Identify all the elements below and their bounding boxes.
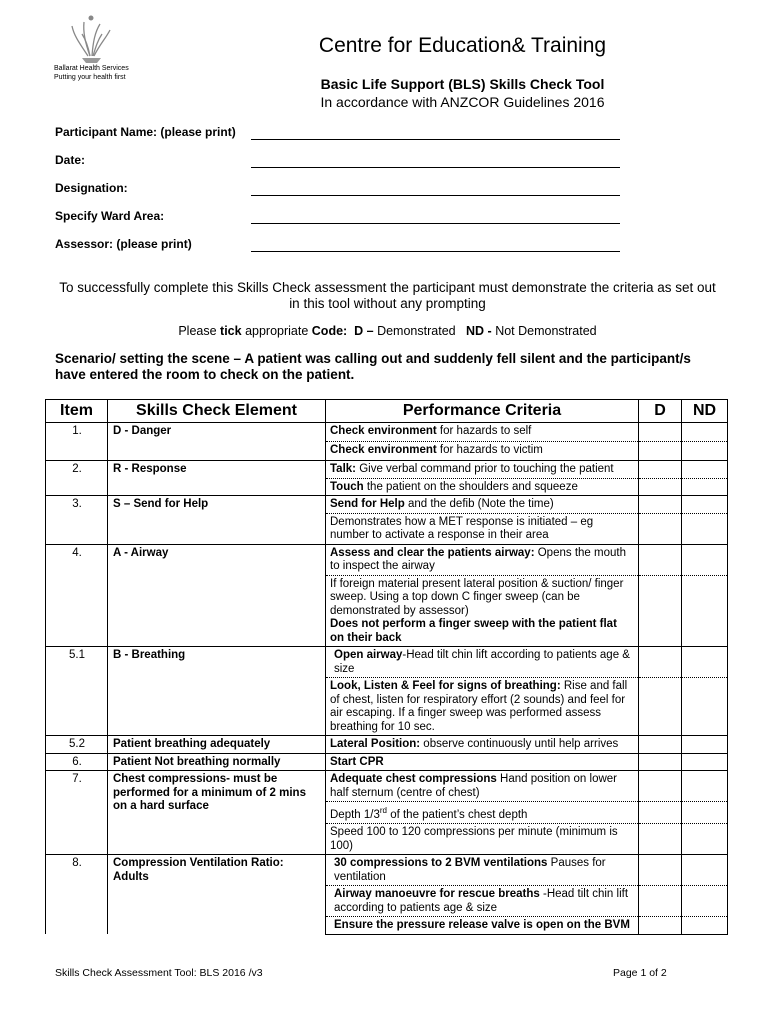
table-row [46, 461, 728, 479]
table-row [46, 736, 728, 754]
skills-element: R - Response [108, 461, 326, 496]
item-number: 5.2 [46, 736, 108, 754]
criteria-cell: Check environment for hazards to victim [326, 442, 639, 461]
participant-name-line[interactable] [251, 139, 620, 140]
ward-area-label: Specify Ward Area: [55, 209, 165, 223]
d-checkbox[interactable] [639, 886, 682, 917]
designation-field[interactable] [55, 181, 620, 199]
nd-checkbox[interactable] [682, 917, 728, 935]
org-tagline: Putting your health first [54, 74, 126, 81]
date-line[interactable] [251, 167, 620, 168]
d-checkbox[interactable] [639, 753, 682, 771]
criteria-cell: If foreign material present lateral position & suction/ finger sweep. Using a top down C finger sweep (can be demonstrated by assessor) Does not perform a finger sweep with the patient flat on their back [326, 575, 639, 647]
d-checkbox[interactable] [639, 678, 682, 736]
skills-element: Compression Ventilation Ratio: Adults [108, 855, 326, 935]
item-number: 6. [46, 753, 108, 771]
participant-name-field[interactable] [55, 125, 620, 143]
d-checkbox[interactable] [639, 736, 682, 754]
skills-element: A - Airway [108, 544, 326, 647]
footer-page-number: Page 1 of 2 [613, 967, 667, 979]
skills-element: Patient Not breathing normally [108, 753, 326, 771]
criteria-cell: Ensure the pressure release valve is open on the BVM [326, 917, 639, 935]
item-number: 3. [46, 496, 108, 545]
header-item: Item [46, 400, 108, 423]
skills-element: B - Breathing [108, 647, 326, 736]
d-checkbox[interactable] [639, 771, 682, 802]
nd-checkbox[interactable] [682, 478, 728, 496]
skills-element: D - Danger [108, 423, 326, 461]
criteria-cell: Start CPR [326, 753, 639, 771]
table-header-row [46, 400, 728, 423]
table-row [46, 647, 728, 678]
criteria-cell: Look, Listen & Feel for signs of breathing: Rise and fall of chest, listen for respiratory effort (2 sounds) and feel for air escaping. If a finger sweep was performed assess breathing for 10 sec. [326, 678, 639, 736]
nd-checkbox[interactable] [682, 886, 728, 917]
header-criteria: Performance Criteria [326, 400, 639, 423]
nd-checkbox[interactable] [682, 423, 728, 442]
criteria-cell: Talk: Give verbal command prior to touching the patient [326, 461, 639, 479]
nd-checkbox[interactable] [682, 647, 728, 678]
intro-paragraph: To successfully complete this Skills Check assessment the participant must demonstrate the criteria as set out in this tool without any prompting [59, 280, 716, 311]
nd-checkbox[interactable] [682, 496, 728, 514]
nd-checkbox[interactable] [682, 771, 728, 802]
criteria-cell: Depth 1/3rd of the patient’s chest depth [326, 802, 639, 824]
header-d: D [639, 400, 682, 423]
header-element: Skills Check Element [108, 400, 326, 423]
criteria-cell: Demonstrates how a MET response is initiated – eg number to activate a response in their area [326, 513, 639, 544]
d-checkbox[interactable] [639, 496, 682, 514]
designation-line[interactable] [251, 195, 620, 196]
criteria-cell: Touch the patient on the shoulders and squeeze [326, 478, 639, 496]
footer-document-id: Skills Check Assessment Tool: BLS 2016 /v3 [55, 967, 263, 979]
criteria-cell: Adequate chest compressions Hand position on lower half sternum (centre of chest) [326, 771, 639, 802]
table-row [46, 544, 728, 575]
item-number: 5.1 [46, 647, 108, 736]
skills-check-table [45, 399, 728, 935]
d-checkbox[interactable] [639, 917, 682, 935]
tool-title: Basic Life Support (BLS) Skills Check Tool [320, 76, 605, 92]
ward-area-field[interactable] [55, 209, 620, 227]
nd-checkbox[interactable] [682, 461, 728, 479]
header-nd: ND [682, 400, 728, 423]
d-checkbox[interactable] [639, 442, 682, 461]
nd-checkbox[interactable] [682, 753, 728, 771]
table-row [46, 423, 728, 442]
criteria-cell: Open airway-Head tilt chin lift according to patients age & size [326, 647, 639, 678]
skills-element: Chest compressions- must be performed for a minimum of 2 mins on a hard surface [108, 771, 326, 855]
criteria-cell: Check environment for hazards to self [326, 423, 639, 442]
table-row [46, 496, 728, 514]
scenario-text: Scenario/ setting the scene – A patient was calling out and suddenly fell silent and the participant/s have entered the room to check on the patient. [55, 351, 691, 382]
criteria-cell: Lateral Position: observe continuously until help arrives [326, 736, 639, 754]
table-row [46, 771, 728, 802]
page-title: Centre for Education& Training [318, 34, 607, 57]
participant-name-label: Participant Name: (please print) [55, 125, 236, 139]
ward-area-line[interactable] [251, 223, 620, 224]
guideline-subtitle: In accordance with ANZCOR Guidelines 2016 [320, 94, 605, 110]
date-field[interactable] [55, 153, 620, 171]
code-legend: Please tick appropriate Code: D – Demonstrated ND - Not Demonstrated [178, 324, 597, 338]
criteria-cell: Speed 100 to 120 compressions per minute (minimum is 100) [326, 824, 639, 855]
skills-element: S – Send for Help [108, 496, 326, 545]
item-number: 4. [46, 544, 108, 647]
date-label: Date: [55, 153, 86, 167]
criteria-cell: Assess and clear the patients airway: Opens the mouth to inspect the airway [326, 544, 639, 575]
criteria-cell: Airway manoeuvre for rescue breaths -Head tilt chin lift according to patients age & size [326, 886, 639, 917]
item-number: 7. [46, 771, 108, 855]
d-checkbox[interactable] [639, 802, 682, 824]
nd-checkbox[interactable] [682, 678, 728, 736]
assessor-field[interactable] [55, 237, 620, 255]
item-number: 1. [46, 423, 108, 461]
nd-checkbox[interactable] [682, 442, 728, 461]
criteria-cell: 30 compressions to 2 BVM ventilations Pauses for ventilation [326, 855, 639, 886]
nd-checkbox[interactable] [682, 824, 728, 855]
criteria-cell: Send for Help and the defib (Note the time) [326, 496, 639, 514]
assessor-line[interactable] [251, 251, 620, 252]
nd-checkbox[interactable] [682, 544, 728, 575]
designation-label: Designation: [55, 181, 128, 195]
nd-checkbox[interactable] [682, 736, 728, 754]
assessor-label: Assessor: (please print) [55, 237, 192, 251]
d-checkbox[interactable] [639, 647, 682, 678]
nd-checkbox[interactable] [682, 855, 728, 886]
d-checkbox[interactable] [639, 575, 682, 647]
nd-checkbox[interactable] [682, 802, 728, 824]
item-number: 2. [46, 461, 108, 496]
table-row [46, 753, 728, 771]
d-checkbox[interactable] [639, 544, 682, 575]
item-number: 8. [46, 855, 108, 935]
d-checkbox[interactable] [639, 461, 682, 479]
table-row [46, 855, 728, 886]
org-name: Ballarat Health Services [54, 65, 129, 72]
d-checkbox[interactable] [639, 423, 682, 442]
nd-checkbox[interactable] [682, 575, 728, 647]
skills-element: Patient breathing adequately [108, 736, 326, 754]
d-checkbox[interactable] [639, 478, 682, 496]
nd-checkbox[interactable] [682, 513, 728, 544]
d-checkbox[interactable] [639, 824, 682, 855]
d-checkbox[interactable] [639, 855, 682, 886]
d-checkbox[interactable] [639, 513, 682, 544]
